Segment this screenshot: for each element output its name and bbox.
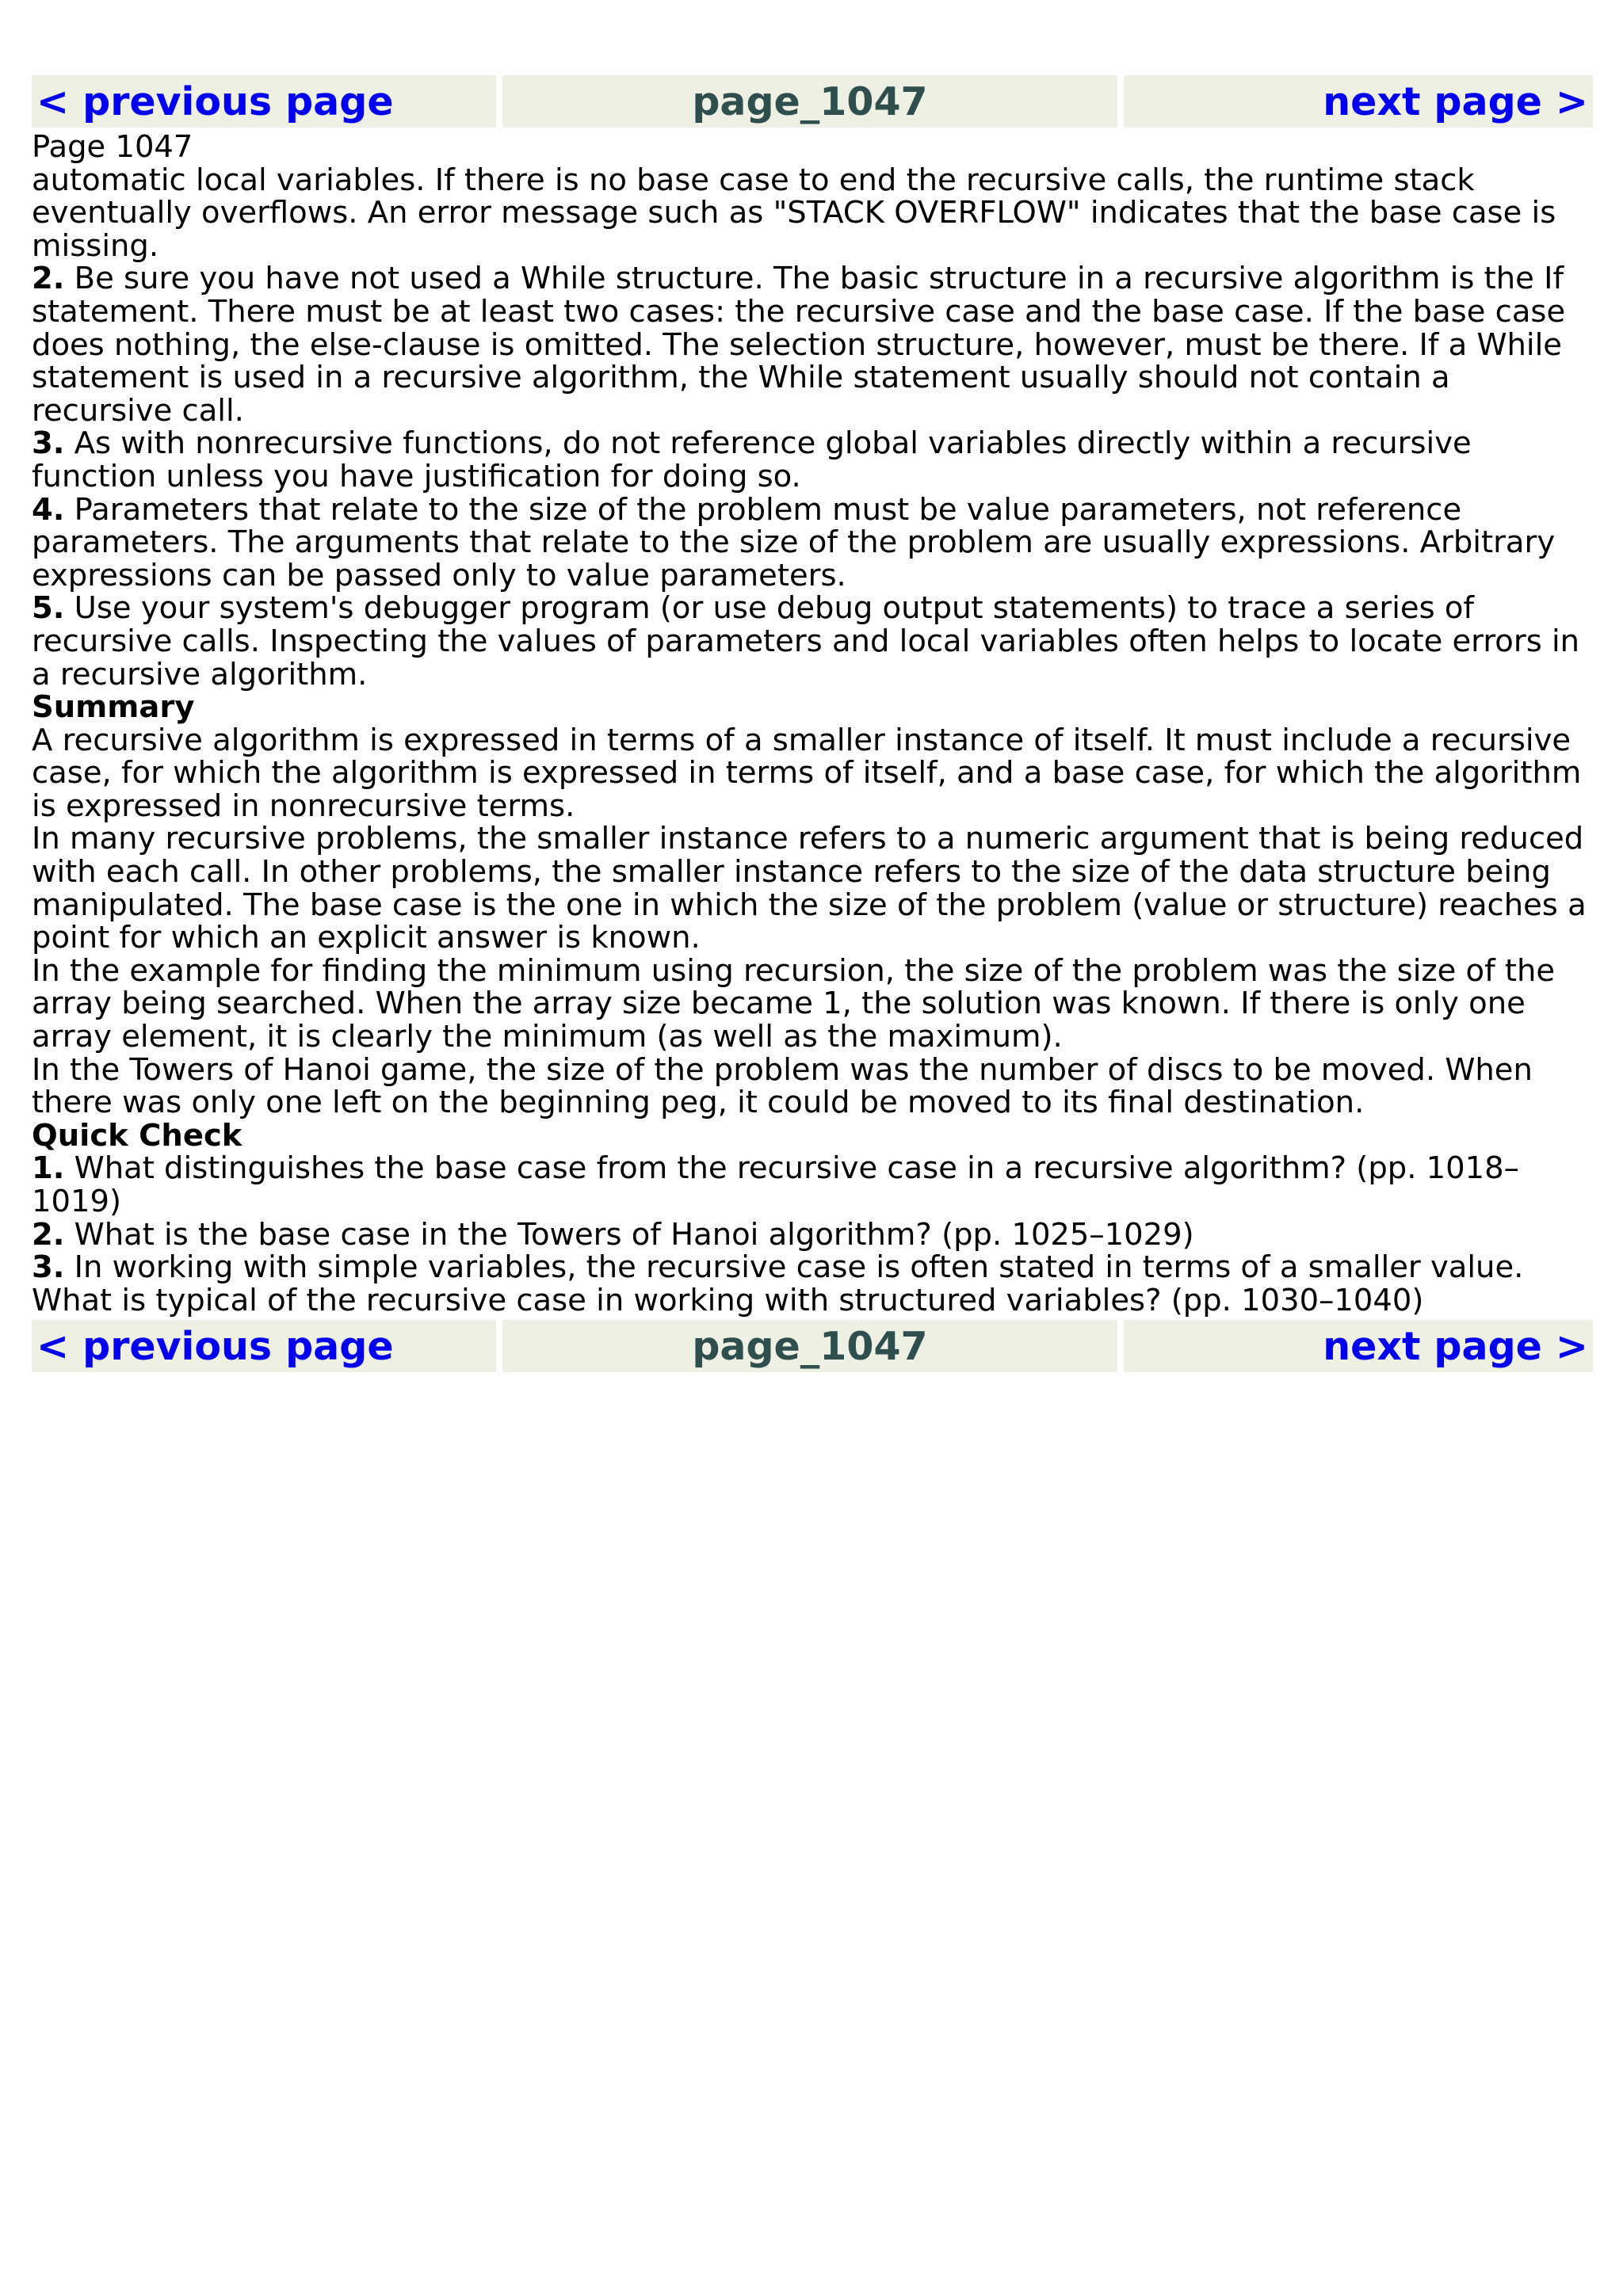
quick-check-text: What distinguishes the base case from the recursive case in a recursive algorithm? (pp. 1018–1019)	[32, 1150, 1519, 1219]
next-page-link[interactable]: next page >	[1323, 1323, 1588, 1369]
summary-paragraph: A recursive algorithm is expressed in terms of a smaller instance of itself. It must include a recursive case, for which the algorithm is expressed in terms of itself, and a base case, for which the algorithm is expressed in nonrecursive terms.	[32, 722, 1582, 824]
next-page-link[interactable]: next page >	[1323, 78, 1588, 124]
page-content	[32, 128, 1599, 1320]
quick-check-text: What is the base case in the Towers of Hanoi algorithm? (pp. 1025–1029)	[64, 1216, 1194, 1253]
tip-item	[32, 427, 1599, 493]
page	[32, 75, 1599, 1372]
quick-check-text: In working with simple variables, the recursive case is often stated in terms of a smaller value. What is typical of the recursive case in working with structured variables? (pp. 1030–1040)	[32, 1249, 1524, 1318]
quick-check-heading: Quick Check	[32, 1117, 242, 1154]
top-nav-next-cell	[1124, 75, 1593, 128]
tip-number: 2.	[32, 261, 65, 297]
page-number: Page 1047	[32, 129, 193, 165]
quick-check-item	[32, 1251, 1599, 1317]
tip-item	[32, 262, 1599, 427]
top-navbar	[32, 75, 1599, 128]
quick-check-number: 1.	[32, 1150, 65, 1187]
tip-number: 4.	[32, 491, 65, 528]
tip-number: 5.	[32, 590, 65, 627]
bottom-nav-page-cell	[502, 1320, 1117, 1372]
tip-number: 3.	[32, 425, 65, 462]
intro-paragraph: automatic local variables. If there is no base case to end the recursive calls, the runtime stack eventually overflows. An error message such as "STACK OVERFLOW" indicates that the base case is missing.	[32, 162, 1556, 264]
tip-item	[32, 592, 1599, 691]
summary-paragraph: In the Towers of Hanoi game, the size of the problem was the number of discs to be moved. When there was only one left on the beginning peg, it could be moved to its final destination.	[32, 1051, 1533, 1121]
bottom-nav-prev-cell	[32, 1320, 496, 1372]
summary-paragraph: In the example for finding the minimum using recursion, the size of the problem was the size of the array being searched. When the array size became 1, the solution was known. If there is only one array element, it is clearly the minimum (as well as the maximum).	[32, 952, 1556, 1055]
previous-page-link[interactable]: < previous page	[36, 78, 394, 124]
tip-text: Be sure you have not used a While structure. The basic structure in a recursive algorithm is the If statement. There must be at least two cases: the recursive case and the base case. If the base case does nothing, the else-clause is omitted. The selection structure, however, must be there. If a While statement is used in a recursive algorithm, the While statement usually should not contain a recursive call.	[32, 261, 1566, 429]
bottom-navbar	[32, 1320, 1599, 1372]
quick-check-number: 3.	[32, 1249, 65, 1286]
bottom-nav-next-cell	[1124, 1320, 1593, 1372]
tip-item	[32, 491, 1599, 593]
tip-text: Parameters that relate to the size of the problem must be value parameters, not reference parameters. The arguments that relate to the size of the problem are usually expressions. Arbitrary expressions can be passed only to value parameters.	[32, 491, 1556, 593]
top-nav-prev-cell	[32, 75, 496, 128]
previous-page-link[interactable]: < previous page	[36, 1323, 394, 1369]
quick-check-number: 2.	[32, 1216, 65, 1253]
summary-paragraph: In many recursive problems, the smaller instance refers to a numeric argument that is being reduced with each call. In other problems, the smaller instance refers to the size of the data structure being manipulated. The base case is the one in which the size of the problem (value or structure) reaches a point for which an explicit answer is known.	[32, 821, 1587, 956]
tip-text: Use your system's debugger program (or use debug output statements) to trace a series of recursive calls. Inspecting the values of parameters and local variables often helps to locate errors in a recursive algorithm.	[32, 590, 1580, 692]
top-nav-page-cell	[502, 75, 1117, 128]
quick-check-item	[32, 1216, 1599, 1253]
quick-check-item	[32, 1152, 1599, 1218]
page-label: page_1047	[692, 78, 928, 124]
page-label: page_1047	[692, 1323, 928, 1369]
tip-text: As with nonrecursive functions, do not reference global variables directly within a recursive function unless you have justification for doing so.	[32, 425, 1472, 494]
summary-heading: Summary	[32, 689, 195, 726]
